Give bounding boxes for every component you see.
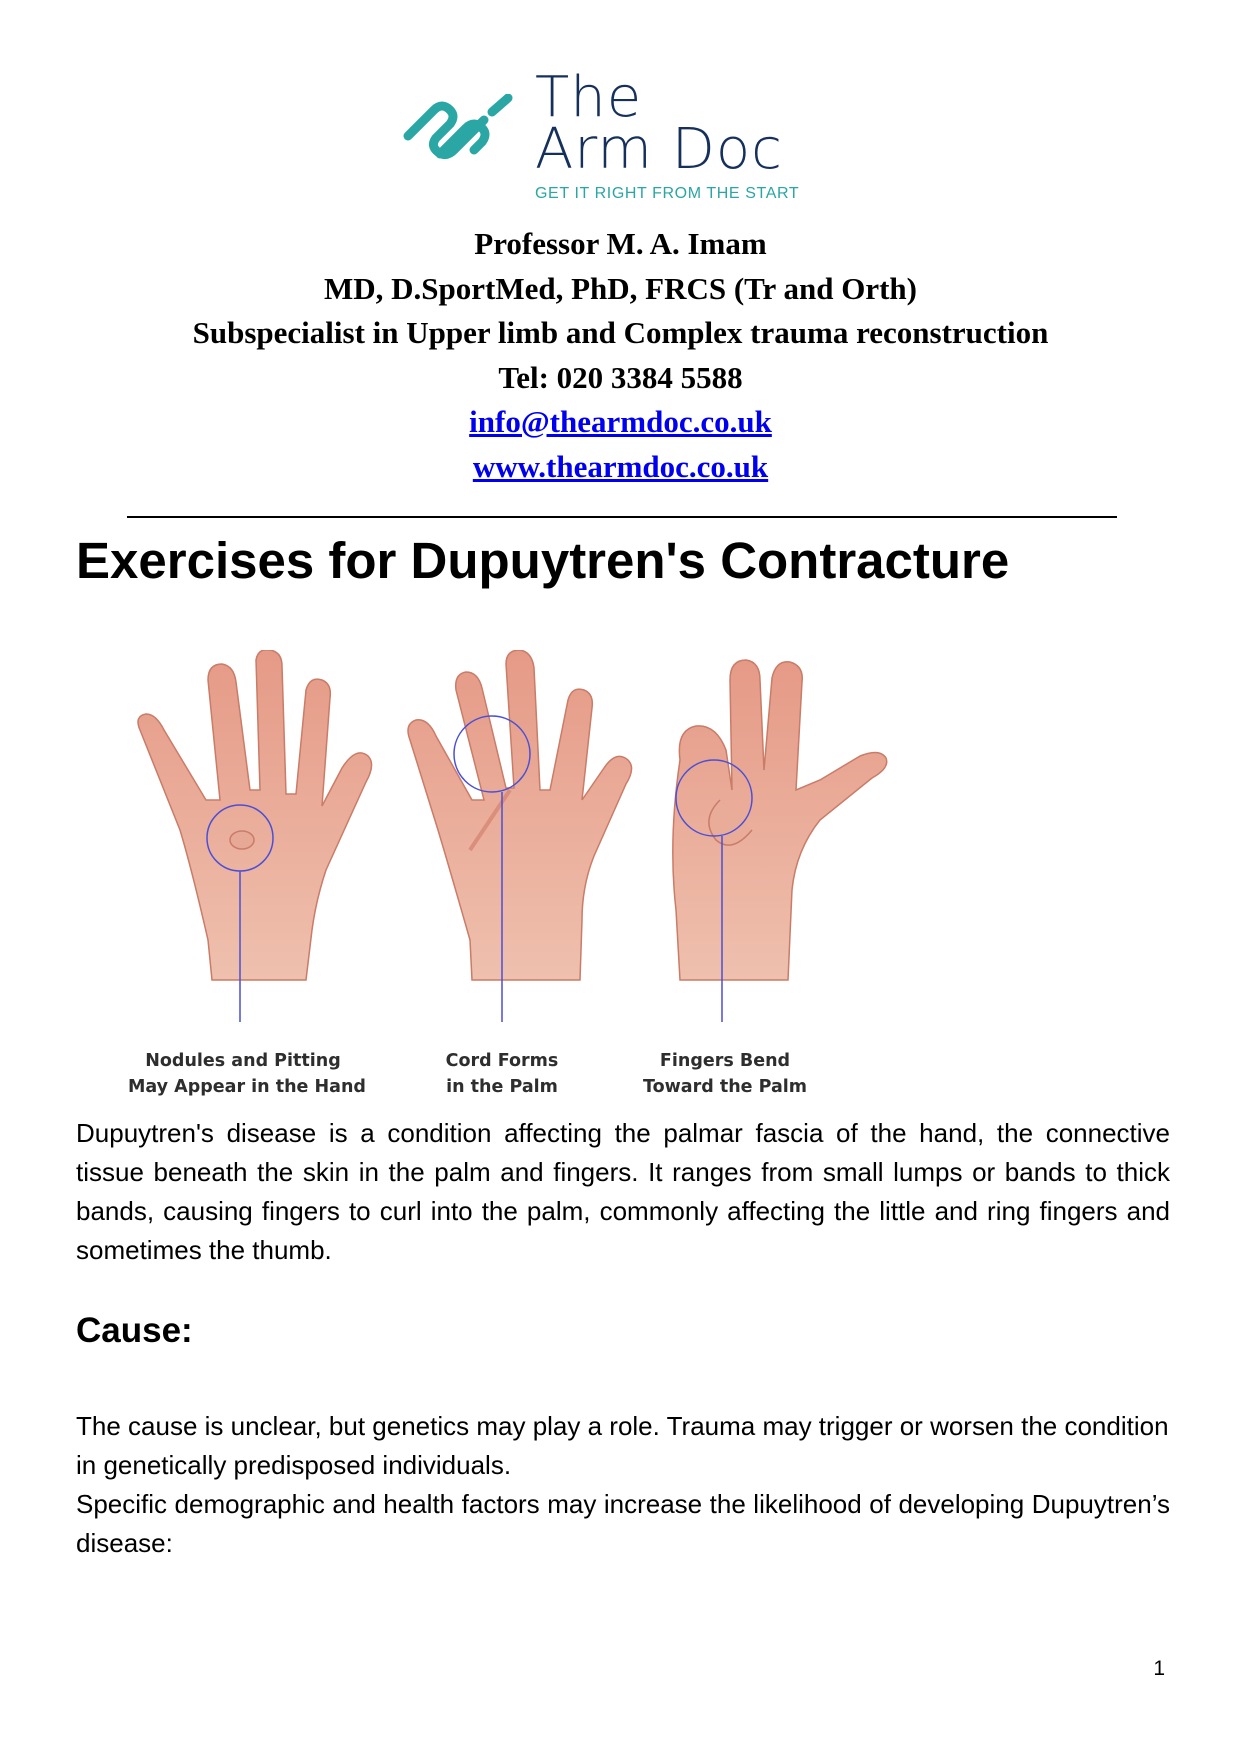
cause-paragraph-2: Specific demographic and health factors may increase the likelihood of developing Dupuytren’s disease:: [76, 1489, 1170, 1558]
caption-bend-line-1: Fingers Bend: [659, 1051, 791, 1071]
website-link[interactable]: www.thearmdoc.co.uk: [472, 448, 769, 484]
hand-cord-image: [408, 650, 632, 980]
logo-line-2: Arm Doc: [535, 117, 783, 182]
caption-cord: [432, 1048, 572, 1100]
page-title: Exercises for Dupuytren's Contracture: [76, 532, 1010, 589]
arm-doc-wave-logo-icon: [400, 94, 518, 166]
logo-wordmark: [535, 65, 783, 182]
author-name: Professor M. A. Imam: [474, 226, 767, 261]
author-specialty: Subspecialist in Upper limb and Complex trauma reconstruction: [192, 315, 1049, 350]
hand-bent-fingers-image: [673, 660, 887, 980]
logo-tagline: GET IT RIGHT FROM THE START: [535, 185, 800, 202]
caption-bend: [640, 1048, 810, 1100]
intro-paragraph: Dupuytren's disease is a condition affecting the palmar fascia of the hand, the connective tissue beneath the skin in the palm and fingers. It ranges from small lumps or bands to thick bands, causing fingers to curl into the palm, commonly affecting the little and ring fingers and sometimes the thumb.: [76, 1118, 1170, 1265]
hand-nodules-image: [138, 650, 372, 980]
header-divider: [127, 516, 1117, 518]
phone-number: Tel: 020 3384 5588: [498, 359, 743, 395]
page-number: 1: [1153, 1657, 1165, 1680]
caption-bend-line-2: Toward the Palm: [642, 1077, 808, 1097]
cause-heading: Cause:: [76, 1311, 193, 1350]
dupuytren-stages-figure: [120, 650, 1020, 1100]
logo-line-1: The: [535, 65, 643, 130]
email-link[interactable]: info@thearmdoc.co.uk: [469, 404, 772, 439]
caption-nodules-line-1: Nodules and Pitting: [145, 1051, 341, 1071]
contact-block: [0, 222, 1241, 489]
caption-cord-line-1: Cord Forms: [445, 1051, 559, 1071]
hands-illustration: [120, 650, 1020, 1050]
author-credentials: MD, D.SportMed, PhD, FRCS (Tr and Orth): [323, 270, 917, 306]
caption-nodules: [128, 1048, 366, 1100]
cause-paragraph-1: The cause is unclear, but genetics may play a role. Trauma may trigger or worsen the condition in genetically predisposed individuals.: [76, 1411, 1169, 1480]
the-arm-doc-logo: [400, 65, 820, 207]
caption-cord-line-2: in the Palm: [446, 1077, 558, 1097]
caption-nodules-line-2: May Appear in the Hand: [128, 1077, 366, 1097]
